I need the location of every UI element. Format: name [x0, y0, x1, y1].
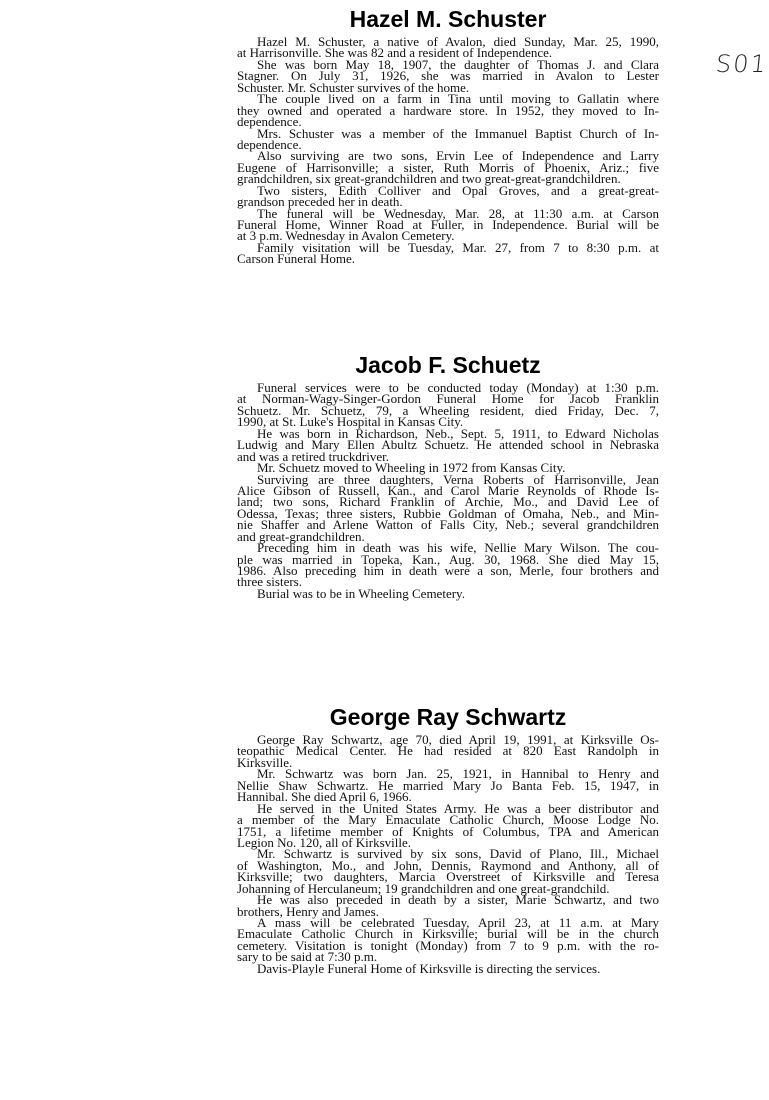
text-line: George Ray Schwartz, age 70, died April 19, 1991, at Kirksville Os-	[257, 732, 659, 747]
text-line: Eugene of Harrisonville; a sister, Ruth Morris of Phoenix, Ariz.; five	[237, 159, 659, 175]
text-line: cemetery. Visitation is tonight (Monday) from 7 to 9 p.m. with the ro-	[237, 937, 659, 953]
text-line: Funeral services were to be conducted today (Monday) at 1:30 p.m.	[257, 380, 659, 395]
text-line: and was a retired truckdriver.	[237, 448, 389, 464]
text-line: He was born in Richardson, Neb., Sept. 5, 1911, to Edward Nicholas	[257, 425, 659, 441]
paragraph	[237, 542, 659, 588]
paragraph	[237, 125, 659, 152]
text-line: Johanning of Herculaneum; 19 grandchildren and one great-grandchild.	[237, 880, 610, 896]
text-line: they owned and operated a hardware store. In 1952, they moved to In-	[237, 102, 659, 118]
handwritten-page-number: S01	[714, 50, 769, 78]
text-line: teopathic Medical Center. He had resided at 820 East Randolph in	[237, 743, 659, 759]
text-line: dependence.	[237, 136, 302, 152]
text-line: grandson preceded her in death.	[237, 194, 403, 210]
paragraph	[237, 471, 659, 544]
text-line: Hannibal. She died April 6, 1966.	[237, 789, 412, 805]
text-line: Alice Gibson of Russell, Kan., and Carol Marie Reynolds of Rhode Is-	[237, 482, 659, 498]
paragraph	[237, 960, 659, 976]
text-line: He was also preceded in death by a sister, Marie Schwartz, and two	[257, 892, 659, 908]
text-line: sary to be said at 7:30 p.m.	[237, 949, 378, 965]
paragraph	[237, 917, 659, 963]
text-line: Stagner. On July 31, 1926, she was married in Avalon to Lester	[237, 68, 659, 84]
text-line: and great-grandchildren.	[237, 528, 365, 544]
text-line: Emaculate Catholic Church in Kirksville; burial will be in the church	[237, 926, 659, 942]
text-line: Kirksville.	[237, 754, 293, 770]
text-line: Burial was to be in Wheeling Cemetery.	[257, 585, 465, 601]
paragraph	[237, 56, 659, 95]
text-line: Hazel M. Schuster, a native of Avalon, died Sunday, Mar. 25, 1990,	[257, 34, 659, 49]
text-line: Mr. Schwartz was born Jan. 25, 1921, in Hannibal to Henry and	[257, 766, 659, 782]
paragraph	[237, 239, 659, 267]
paragraph	[237, 382, 659, 428]
text-line: A mass will be celebrated Tuesday, April 23, at 11 a.m. at Mary	[257, 915, 659, 930]
text-line: Mr. Schwartz is survived by six sons, David of Plano, Ill., Michael	[257, 846, 659, 862]
text-line: 1751, a lifetime member of Knights of Columbus, TPA and American	[237, 823, 659, 839]
obituary-body	[237, 382, 659, 599]
paragraph	[237, 148, 659, 187]
paragraph	[237, 425, 659, 464]
text-line: dependence.	[237, 114, 302, 130]
text-line: at 3 p.m. Wednesday in Avalon Cemetery.	[237, 228, 455, 244]
obituary-body	[237, 36, 659, 265]
paragraph	[237, 91, 659, 130]
text-line: 1990, at St. Luke's Hospital in Kansas City.	[237, 414, 464, 430]
paragraph	[237, 894, 659, 917]
text-line: Schuster. Mr. Schuster survives of the home.	[237, 79, 470, 95]
text-line: Schuetz. Mr. Schuetz, 79, a Wheeling resident, died Friday, Dec. 7,	[237, 402, 659, 418]
text-line: Also surviving are two sons, Ervin Lee of Independence and Larry	[257, 148, 659, 164]
paragraph	[237, 182, 659, 210]
text-line: Legion No. 120, all of Kirksville.	[237, 834, 412, 850]
text-line: Preceding him in death was his wife, Nellie Mary Wilson. The cou-	[257, 540, 659, 556]
text-line: Kirksville; two daughters, Marcia Overstreet of Kirksville and Teresa	[237, 869, 659, 885]
text-line: Odessa, Texas; three sisters, Rubbie Goldman of Omaha, Neb., and Min-	[237, 505, 659, 521]
paragraph	[237, 800, 659, 850]
text-line: brothers, Henry and James.	[237, 903, 379, 919]
text-line: Mr. Schuetz moved to Wheeling in 1972 from Kansas City.	[257, 460, 566, 476]
obituary-name: George Ray Schwartz	[329, 704, 567, 730]
obituary-name: Jacob F. Schuetz	[355, 352, 541, 378]
paragraph	[237, 848, 659, 894]
obituary-body	[237, 734, 659, 974]
text-line: Davis-Playle Funeral Home of Kirksville is directing the services.	[257, 960, 601, 976]
text-line: Family visitation will be Tuesday, Mar. 27, from 7 to 8:30 p.m. at	[257, 239, 659, 255]
text-line: 1986. Also preceding him in death were a son, Merle, four brothers and	[237, 563, 659, 578]
text-line: The couple lived on a farm in Tina until moving to Gallatin where	[257, 91, 659, 107]
text-line: Carson Funeral Home.	[237, 251, 356, 267]
paragraph	[237, 766, 659, 805]
obituary-name: Hazel M. Schuster	[349, 6, 547, 32]
text-line: ple was married in Topeka, Kan., Aug. 30, 1968. She died May 15,	[237, 551, 659, 567]
paragraph	[237, 585, 659, 601]
text-line: Surviving are three daughters, Verna Roberts of Harrisonville, Jean	[257, 471, 659, 487]
text-line: Two sisters, Edith Colliver and Opal Groves, and a great-great-	[257, 182, 659, 198]
text-line: She was born May 18, 1907, the daughter of Thomas J. and Clara	[257, 56, 659, 72]
paragraph	[237, 205, 659, 244]
text-line: Ludwig and Mary Ellen Abultz Schuetz. He attended school in Nebraska	[237, 437, 659, 453]
text-line: land; two sons, Richard Franklin of Archie, Mo., and David Lee of	[237, 494, 659, 510]
text-line: at Harrisonville. She was 82 and a resident of Independence.	[237, 45, 553, 61]
text-line: The funeral will be Wednesday, Mar. 28, at 11:30 a.m. at Carson	[257, 205, 659, 221]
paragraph	[237, 734, 659, 768]
text-line: Funeral Home, Winner Road at Fuller, in Independence. Burial will be	[237, 217, 659, 232]
text-line: grandchildren, six great-grandchildren and two great-great-grandchildren.	[237, 171, 621, 187]
text-line: of Washington, Mo., and John, Dennis, Raymond and Anthony, all of	[237, 857, 659, 873]
text-line: at Norman-Wagy-Singer-Gordon Funeral Home for Jacob Franklin	[237, 391, 659, 407]
text-line: three sisters.	[237, 574, 302, 590]
text-line: Mrs. Schuster was a member of the Immanuel Baptist Church of In-	[257, 125, 659, 141]
text-line: He served in the United States Army. He was a beer distributor and	[257, 800, 659, 816]
text-line: nie Shaffer and Arlene Watton of Falls City, Neb.; several grandchildren	[237, 517, 659, 533]
text-line: Nellie Shaw Schwartz. He married Mary Jo Banta Feb. 15, 1947, in	[237, 777, 659, 793]
paragraph	[237, 36, 659, 59]
text-line: a member of the Mary Emaculate Catholic Church, Moose Lodge No.	[237, 812, 659, 828]
